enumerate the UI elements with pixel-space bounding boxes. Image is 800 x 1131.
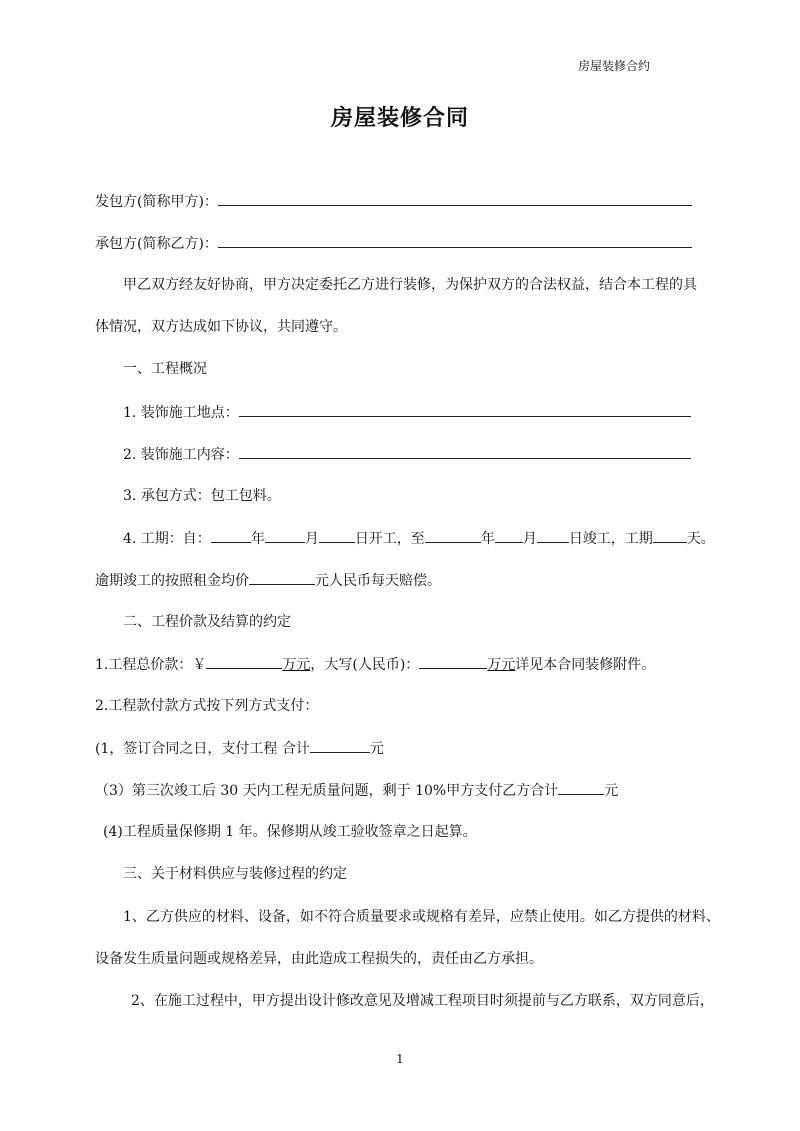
start-month-label: 月 [304,531,319,547]
price-capital-blank[interactable] [419,655,487,669]
payment-method: 2.工程款付款方式按下列方式支付： [95,698,319,714]
party-a-blank[interactable] [218,192,692,206]
price-amount-blank[interactable] [206,655,282,669]
duration-label: 天。 [686,531,715,547]
party-b-line [95,234,692,253]
start-year-label: 年 [250,531,265,547]
section-3-heading: 三、关于材料供应与装修过程的约定 [123,866,347,882]
penalty-prefix: 逾期竣工的按照租金均价 [95,573,249,589]
content-blank[interactable] [239,445,691,459]
payment-1-blank[interactable] [310,739,370,753]
section-2-heading: 二、工程价款及结算的约定 [123,614,291,630]
payment-4-text: (4)工程质量保修期 1 年。保修期从竣工验收签章之日起算。 [103,824,477,840]
start-year-blank[interactable] [211,529,251,543]
price-unit: 万元 [282,657,311,673]
end-year-blank[interactable] [425,529,481,543]
item-1-line [123,403,691,422]
item-1-label: 1. 装饰施工地点： [123,405,239,421]
item-3-text: 3. 承包方式：包工包料。 [123,488,281,504]
location-blank[interactable] [239,403,691,417]
start-month-blank[interactable] [265,529,305,543]
party-b-label: 承包方(简称乙方)： [95,236,218,252]
page-title: 房屋装修合同 [330,105,469,131]
party-a-label: 发包方(简称甲方)： [95,194,218,210]
penalty-rate-blank[interactable] [249,571,315,585]
payment-3-line [95,781,618,800]
penalty-line [95,571,441,590]
end-month-blank[interactable] [495,529,523,543]
payment-1-text: (1，签订合同之日，支付工程 合计 [95,741,310,757]
end-month-label: 月 [522,531,537,547]
start-day-label: 日开工，至 [354,531,425,547]
party-a-line [95,192,692,211]
end-year-label: 年 [480,531,495,547]
section-1-heading: 一、工程概况 [123,361,207,377]
section-3-para-2-line-1: 2、在施工过程中，甲方提出设计修改意见及增减工程项目时须提前与乙方联系，双方同意后， [131,993,714,1009]
end-day-blank[interactable] [537,529,569,543]
duration-blank[interactable] [653,529,687,543]
party-b-blank[interactable] [218,234,692,248]
price-line [95,655,655,674]
section-3-para-1-line-1: 1、乙方供应的材料、设备，如不符合质量要求或规格有差异，应禁止使用。如乙方提供的材料、 [123,909,720,925]
price-mid: ，大写(人民币)： [310,657,420,673]
item-2-label: 2. 装饰施工内容： [123,447,239,463]
intro-line-2: 体情况，双方达成如下协议，共同遵守。 [95,319,347,335]
penalty-suffix: 元人民币每天赔偿。 [315,573,441,589]
payment-3-blank[interactable] [558,781,604,795]
payment-1-unit: 元 [369,741,384,757]
header-note: 房屋装修合约 [578,59,651,73]
item-4-line [123,529,715,548]
end-day-label: 日竣工，工期 [568,531,653,547]
price-prefix: 1.工程总价款：￥ [95,657,207,673]
item-2-line [123,445,691,464]
price-suffix: 详见本合同装修附件。 [515,657,656,673]
intro-line-1: 甲乙双方经友好协商，甲方决定委托乙方进行装修，为保护双方的合法权益，结合本工程的具 [123,277,697,293]
payment-3-text: （3）第三次竣工后 30 天内工程无质量问题，剩于 10%甲方支付乙方合计 [95,783,559,799]
section-3-para-1-line-2: 设备发生质量问题或规格差异，由此造成工程损失的，责任由乙方承担。 [95,951,543,967]
page-number: 1 [396,1052,404,1066]
price-capital-unit: 万元 [487,657,516,673]
payment-3-unit: 元 [604,783,619,799]
start-day-blank[interactable] [319,529,355,543]
item-4-prefix: 4. 工期：自： [123,531,211,547]
payment-1-line [95,739,384,758]
